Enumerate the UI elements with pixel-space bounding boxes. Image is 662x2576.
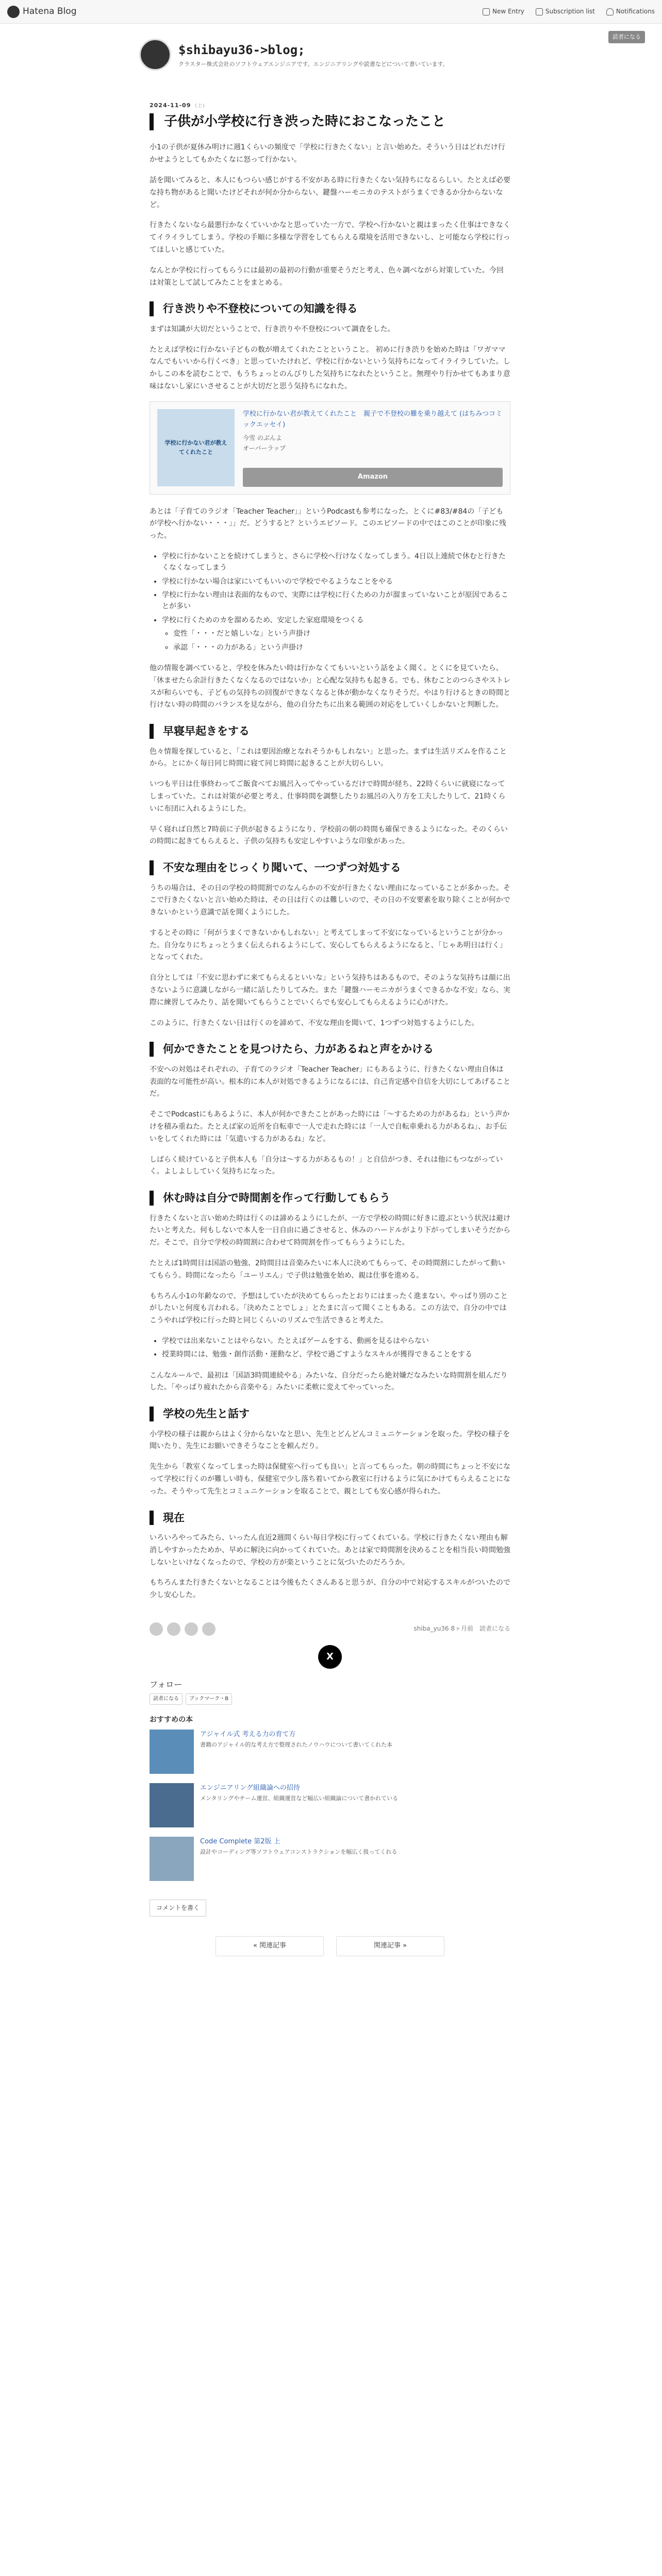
paragraph: 行きたくないと言い始めた時は行くのは諦めるようにしたが、一方で学校の時間に好きに遊ぶという状況は避けたいと考えた。何もしないで本人を一日自由に過ごさせると、休みのハードルがより下がってしまいそうだからだ。そこで、自分で学校の時間割に合わせて時間割を作ってもらうようにした。	[150, 1214, 510, 1247]
paragraph: まずは知識が大切だということで、行き渋りや不登校について調査をした。	[150, 325, 395, 333]
paragraph: 先生から「教室くなってしまった時は保健室へ行っても良い」と言ってもらった。朝の時間にちょっと不安になって学校に行くのが難しい時も、保健室で少し落ち着いてから教室に行けるように気にかけてもらえることになった。そうやって先生とコミュニケーションを取ることで、親としても安心感が得られた。	[150, 1463, 510, 1496]
list-item: • 学校では出来ないことはやらない。たとえばゲームをする、動画を見るはやらない	[162, 1335, 510, 1347]
paragraph: 小学校の様子は親からはよく分からないなと思い、先生とどんどんコミュニケーションを取った。学校の様子を聞いたり、先生にお願いできそうなことを頼んだり。	[150, 1430, 510, 1451]
list-item[interactable]: エンジニアリング組織論への招待 メンタリングやチーム運営、組織運営など幅広い組織論について書かれている	[150, 1783, 510, 1827]
section-heading: 学校の先生と話す	[150, 1406, 510, 1421]
paragraph: なんとか学校に行ってもらうには最初の最初の行動が重要そうだと考え、色々調べながら対策していた。今回は対策として試してみたことをまとめる。	[150, 266, 504, 287]
prev-entry-link[interactable]: « 関連記事	[216, 1936, 324, 1956]
section-heading: 何かできたことを見つけたら、力があるねと声をかける	[150, 1042, 510, 1056]
book-thumbnail[interactable]	[150, 1730, 194, 1774]
list-item: • 授業時間には、勉強・創作活動・運動など、学校で過ごすようなスキルが獲得できることをする	[162, 1349, 510, 1360]
paragraph: いつも平日は仕事終わってご飯食べてお風呂入ってやっているだけで時間が経ち、22時くらいに就寝になってしまっていた。これは対策が必要と考え、仕事時間を調整したりお風呂の入り方を工夫したりして、21時くらいに布団に入れるようにした。	[150, 780, 506, 813]
share-bar	[150, 1622, 510, 1636]
x-share-icon[interactable]: X	[318, 1645, 342, 1669]
list-item: ◦ 承認「・・・の力がある」という声掛け	[173, 642, 510, 653]
list-item: • 学校に行かない理由は表面的なもので、実際には学校に行くための力が溜まっていないことが原因であることが多い	[162, 589, 510, 613]
book-card	[150, 401, 510, 495]
section-heading: 現在	[150, 1511, 510, 1525]
list-icon	[536, 8, 543, 15]
list-item: • 学校に行かない場合は家にいてもいいので学校でやるようなことをやる	[162, 576, 510, 587]
article-date[interactable]: 2024-11-09 (土)	[150, 102, 205, 109]
article-title[interactable]: 子供が小学校に行き渋った時におこなったこと	[150, 113, 510, 131]
follow-section: フォロー 読者になる ブックマーク・B	[150, 1678, 510, 1705]
subscription-list-button[interactable]: Subscription list	[536, 7, 595, 16]
section-heading: 早寝早起きをする	[150, 724, 510, 738]
amazon-button[interactable]: Amazon	[243, 468, 503, 487]
entry-meta[interactable]: shiba_yu36 8ヶ月前 読者になる	[413, 1625, 510, 1633]
paragraph: 不安への対処はそれぞれの、子育てのラジオ「Teacher Teacher」にもあるように、行きたくない理由自体は表面的な可能性が高い。根本的に本人が対処できるようになるには、自己肯定感や自信を大切にしてあげることだ。	[150, 1065, 510, 1098]
subscribe-button[interactable]: 読者になる	[608, 31, 645, 43]
book-author: 今雪 のぶんよ	[243, 434, 282, 442]
bell-icon	[606, 8, 614, 15]
pencil-icon	[483, 8, 490, 15]
list-item[interactable]: アジャイル式 考える力の育て方 書籍のアジャイル的な考え方で整理されたノウハウについて書いてくれた本	[150, 1730, 510, 1774]
paragraph: もちろんまた行きたくないとなることは今後もたくさんあると思うが、自分の中で対応するスキルがついたので少し安心した。	[150, 1579, 510, 1600]
paragraph: 自分としては「不安に思わずに来てもらえるといいな」という気持ちはあるもので、そのような気持ちは顔に出さないように意識しながら一緒に話したりしてみた。また「鍵盤ハーモニカがうまくできるかな不安」なら、実際に練習してみたり、話を聞いてもらうことでいくらでも安心してもらえるように心がけた。	[150, 974, 510, 1007]
hatena-logo[interactable]: Hatena Blog	[7, 5, 77, 19]
paragraph: 行きたくないなら最悪行かなくていいかなと思っていた一方で、学校へ行かないと親はまったく仕事はできなくてイライラしてしまう。学校の手順に多様な学習をしてもらえる環境を活用できないし、と可能なら学校に行ってほしいと感じていた。	[150, 221, 510, 255]
avatar[interactable]	[139, 39, 171, 71]
article	[150, 101, 510, 1956]
blog-title[interactable]: $shibayu36->blog;	[178, 43, 305, 57]
bullet-list	[162, 1335, 510, 1361]
book-thumbnail[interactable]	[150, 1783, 194, 1827]
list-item: • 学校に行くためのカを溜めるため、安定した家庭環境をつくる ◦ 変性「・・・だと嬉しいな」という声掛け ◦ 承認「・・・の力がある」という声掛け	[162, 615, 510, 653]
book-thumbnail[interactable]	[150, 1837, 194, 1881]
book-cover-image[interactable]: 学校に行かない君が教えてくれたこと	[157, 409, 235, 486]
paragraph: うちの場合は、その日の学校の時間割でのなんらかの不安が行きたくない理由になっていることが多かった。そこで行きたくないと言い始めた時は、その日は行くのは難しいので、その日の不安要素を取り除くことが何かできないかという意識で話を聞くようにした。	[150, 884, 510, 917]
paragraph: 話を聞いてみると、本人にもつらい感じがする不安がある時に行きたくない気持ちになるらしい。たとえば必要な持ち物があると聞いたけどそれが何か分からない、鍵盤ハーモニカのテストがうまくできるか分からないなど。	[150, 176, 510, 209]
blog-description: クラスター株式会社のソフトウェアエンジニアです。エンジニアリングや読書などについて書いています。	[178, 61, 449, 68]
paragraph: たとえば学校に行かない子どもの数が増えてくれたことということ。 初めに行き渋りを始めた時は「ワガママなんでもいいから行くべき」と思っていたけれど、学校に行かないという気持ちになってイライラしていた。しかしこの本を読むことで、もうちょっとのんびりした気持ちになれたということ。無理やり行かせてもあまり意味はないし家にいさせることが大切だと思う気持ちになれた。	[150, 345, 510, 391]
paragraph: このように、行きたくない日は行くのを諦めて、不安な理由を聞いて、1つずつ対処するようにした。	[150, 1019, 479, 1027]
next-entry-link[interactable]: 関連記事 »	[336, 1936, 444, 1956]
share-icon[interactable]	[167, 1622, 180, 1636]
follow-button[interactable]: 読者になる	[150, 1693, 183, 1705]
paragraph: 色々情報を探していると、「これは要因治療となれそうかもしれない」と思った。まずは生活リズムを作ることから。とにかく毎日同じ時間に寝て同じ時間に起きることが大切らしい。	[150, 747, 507, 768]
recommended-heading: おすすめの本	[150, 1715, 193, 1724]
share-icon[interactable]	[185, 1622, 198, 1636]
list-item: ◦ 変性「・・・だと嬉しいな」という声掛け	[173, 628, 510, 639]
book-title-link[interactable]: 学校に行かない君が教えてくれたこと 親子で不登校の難を乗り越えて (はちみつコミックエッセイ)	[243, 410, 502, 429]
section-heading: 行き渋りや不登校についての知識を得る	[150, 301, 510, 316]
paragraph: そこでPodcastにもあるように、本人が何かできたことがあった時には「〜するための力があるね」という声かけを積み重ねた。たとえば家の近所を自転車で一人で走れた時には「一人で自転車乗れる力があるね」、お手伝いをしてくれた時には「気遣いする力があるね」など。	[150, 1110, 510, 1143]
hatena-logo-icon	[7, 6, 20, 18]
paragraph: 小1の子供が夏休み明けに週1くらいの頻度で「学校に行きたくない」と言い始めた。そういう日はどれだけ行かせようとしてもかたくなに怒って行かない。	[150, 143, 505, 164]
pager	[150, 1936, 510, 1956]
paragraph: いろいろやってみたら、いったん直近2週間くらい毎日学校に行ってくれている。学校に行きたくない理由も解消しやすかったためか、早めに解決に向かってくれていた。あとは家で時間割を決めることを相当長い時間勉強しないといけなくなったので、学校の方が楽ということに気づいたのだろうか。	[150, 1533, 510, 1567]
share-icon[interactable]	[150, 1622, 163, 1636]
list-item[interactable]: Code Complete 第2版 上 設計やコーディング等ソフトウェアコンストラクションを幅広く扱ってくれる	[150, 1837, 510, 1881]
notifications-button[interactable]: Notifications	[606, 7, 655, 16]
paragraph: 他の情報を調べていると、学校を休みたい時は行かなくてもいいという話をよく聞く。とくにを見ていたら、「休ませたら余計行きたくなくなるのではないか」と心配な気持ちも起きる。でも、休むことのつらさやストレスが和らいでも、子どもの気持ちの回復ができなくなると体が動かなくなりそうだ。やはり行けるときの時間と行けない時の時間のバランスを見ながら、他の自分たちに出来る範囲の対応をしていくしかないと判断した。	[150, 664, 510, 709]
comment-button[interactable]: コメントを書く	[150, 1900, 206, 1917]
paragraph: あとは「子育てのラジオ「Teacher Teacher」」というPodcastも参考になった。とくに#83/#84の「子どもが学校へ行かない・・・」」だ。どうすると？というエピソード。このエピソードの中ではこのことが印象に残った。	[150, 507, 506, 540]
list-item: • 学校に行かないことを続けてしまうと、さらに学校へ行けなくなってしまう。4日以上連続で休むと行きたくなくなってしまう	[162, 551, 510, 574]
share-icon[interactable]	[202, 1622, 216, 1636]
paragraph: もちろん小1の年齢なので、予想はしていたが決めてもらったとおりにはまったく進まない。やっぱり別のことがしたいと何度も言われる。「決めたことでしょ」とたまに言って聞くこともある。この方法で、自分の中ではこうやれば学校に行った時と同じくらいのリズムで生活できると考えた。	[150, 1292, 508, 1325]
book-publisher: オーバーラップ	[243, 444, 286, 452]
paragraph: たとえば1時間目は国語の勉強、2時間目は音楽みたいに本人に決めてもらって、その時間割にしたがって動いてもらう。時間になったら「ユーリエん」で子供は勉強を始め、親は仕事を進める。	[150, 1259, 505, 1280]
topbar	[0, 0, 662, 24]
bullet-list	[162, 551, 510, 653]
section-heading: 休む時は自分で時間割を作って行動してもらう	[150, 1191, 510, 1205]
blog-header	[139, 34, 526, 75]
new-entry-button[interactable]: New Entry	[483, 7, 524, 16]
paragraph: するとその時に「何がうまくできないかもしれない」と考えてしまって不安になっているということが分かった。自分なりにちょっとうまく伝えられるようにして、安心してもらえるようになると、「じゃあ明日は行く」となってくれた。	[150, 928, 507, 962]
section-heading: 不安な理由をじっくり聞いて、一つずつ対処する	[150, 860, 510, 875]
bookmark-follow-button[interactable]: ブックマーク・B	[186, 1693, 232, 1705]
paragraph: しばらく続けていると子供本人も「自分は〜する力があるもの！」と自信がつき、それは他にもつながっていく。よしよししていく気持ちになった。	[150, 1155, 503, 1176]
paragraph: 早く寝れば自然と7時前に子供が起きるようになり、学校前の朝の時間も確保できるようになった。そのくらいの時間に起きてもらえると、子供の気持ちも安定しやすいような印象があった。	[150, 825, 508, 846]
paragraph: こんなルールで、最初は「国語3時間連続やる」みたいな、自分だったら絶対嫌だなみたいな時間割を組んだりした。「やっぱり疲れたから音楽やる」みたいに柔軟に変えてやっていった。	[150, 1371, 508, 1392]
